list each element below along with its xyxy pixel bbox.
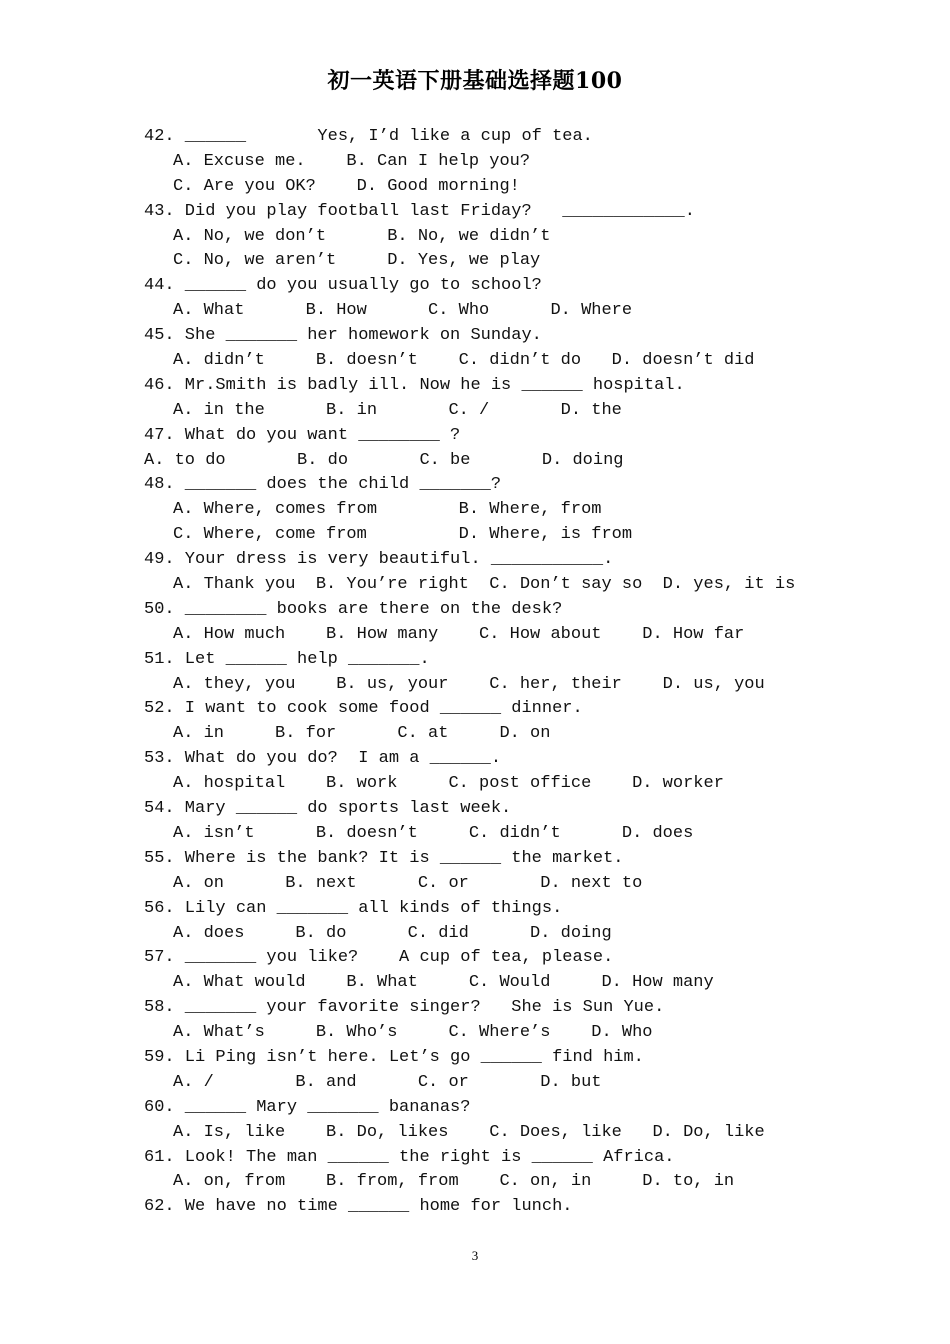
question-line: 44. ______ do you usually go to school?: [144, 276, 542, 296]
answer-options-line: A. in B. for C. at D. on: [173, 724, 551, 744]
page-number: 3: [471, 1248, 479, 1263]
question-line: 52. I want to cook some food ______ dinner.: [144, 699, 583, 719]
answer-options-line: A. didn’t B. doesn’t C. didn’t do D. doesn’t did: [173, 351, 755, 371]
answer-options-line: A. they, you B. us, your C. her, their D. us, you: [173, 674, 765, 694]
question-line: 54. Mary ______ do sports last week.: [144, 799, 512, 819]
question-line: 56. Lily can _______ all kinds of things.: [144, 898, 563, 918]
question-line: 45. She _______ her homework on Sunday.: [144, 326, 542, 346]
question-line: A. to do B. do C. be D. doing: [144, 450, 624, 470]
answer-options-line: C. No, we aren’t D. Yes, we play: [173, 251, 541, 271]
answer-options-line: A. isn’t B. doesn’t C. didn’t D. does: [173, 823, 694, 843]
answer-options-line: A. / B. and C. or D. but: [173, 1072, 602, 1092]
answer-options-line: A. Thank you B. You’re right C. Don’t say so D. yes, it is: [173, 575, 796, 595]
answer-options-line: A. What B. How C. Who D. Where: [173, 301, 633, 321]
answer-options-line: C. Are you OK? D. Good morning!: [173, 176, 520, 196]
question-line: 48. _______ does the child _______?: [144, 475, 502, 495]
answer-options-line: A. hospital B. work C. post office D. worker: [173, 774, 724, 794]
question-list: [144, 125, 844, 1220]
answer-options-line: A. does B. do C. did D. doing: [173, 923, 612, 943]
question-line: 53. What do you do? I am a ______.: [144, 749, 502, 769]
question-line: 50. ________ books are there on the desk?: [144, 599, 563, 619]
question-line: 58. _______ your favorite singer? She is Sun Yue.: [144, 998, 665, 1018]
question-line: 47. What do you want ________ ?: [144, 425, 461, 445]
answer-options-line: A. in the B. in C. / D. the: [173, 400, 622, 420]
question-line: 62. We have no time ______ home for lunch.: [144, 1197, 573, 1217]
answer-options-line: A. What’s B. Who’s C. Where’s D. Who: [173, 1023, 653, 1043]
question-line: 43. Did you play football last Friday? ____________.: [144, 201, 695, 221]
answer-options-line: A. Excuse me. B. Can I help you?: [173, 151, 531, 171]
answer-options-line: A. How much B. How many C. How about D. How far: [173, 624, 745, 644]
question-line: 61. Look! The man ______ the right is ______ Africa.: [144, 1147, 675, 1167]
answer-options-line: A. on B. next C. or D. next to: [173, 873, 643, 893]
answer-options-line: A. No, we don’t B. No, we didn’t: [173, 226, 551, 246]
question-line: 51. Let ______ help _______.: [144, 649, 430, 669]
answer-options-line: A. What would B. What C. Would D. How many: [173, 973, 714, 993]
question-line: 57. _______ you like? A cup of tea, please.: [144, 948, 614, 968]
page-title: 初一英语下册基础选择题100: [327, 68, 623, 94]
question-line: 59. Li Ping isn’t here. Let’s go ______ find him.: [144, 1047, 644, 1067]
answer-options-line: A. Where, comes from B. Where, from: [173, 500, 602, 520]
answer-options-line: A. Is, like B. Do, likes C. Does, like D. Do, like: [173, 1122, 765, 1142]
question-line: 55. Where is the bank? It is ______ the market.: [144, 848, 624, 868]
answer-options-line: C. Where, come from D. Where, is from: [173, 525, 633, 545]
question-line: 60. ______ Mary _______ bananas?: [144, 1097, 471, 1117]
question-line: 42. ______ Yes, I’d like a cup of tea.: [144, 127, 593, 146]
question-line: 46. Mr.Smith is badly ill. Now he is ______ hospital.: [144, 375, 685, 395]
answer-options-line: A. on, from B. from, from C. on, in D. to, in: [173, 1172, 735, 1192]
question-line: 49. Your dress is very beautiful. ___________.: [144, 550, 614, 570]
